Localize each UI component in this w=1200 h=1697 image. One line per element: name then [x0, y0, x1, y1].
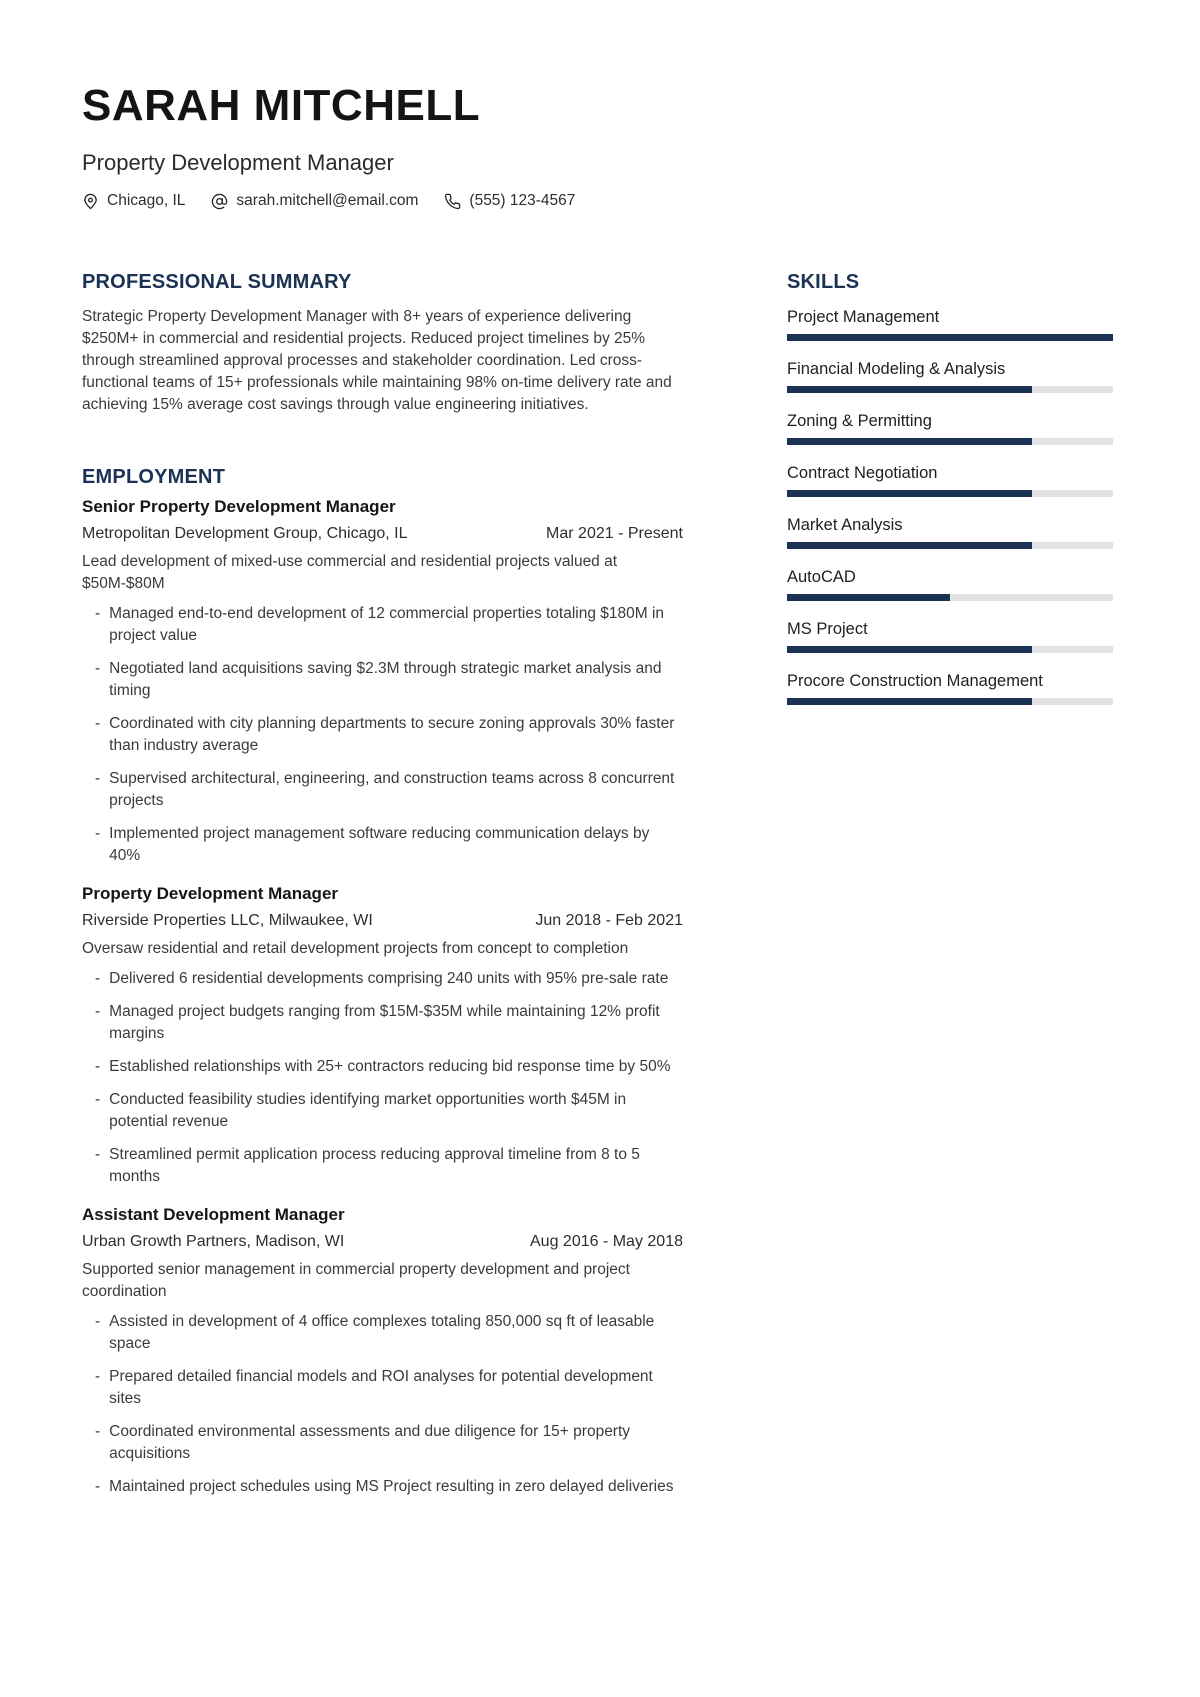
skill-bar-track — [787, 594, 1113, 601]
job-entry — [82, 496, 683, 867]
skill-label: MS Project — [787, 620, 868, 638]
bullet-text: Assisted in development of 4 office complexes totaling 850,000 sq ft of leasable space — [109, 1313, 655, 1352]
bullet-item — [82, 603, 683, 647]
skill-bar-fill — [787, 646, 1032, 653]
contact-text: sarah.mitchell@email.com — [236, 192, 419, 209]
skill-label: Procore Construction Management — [787, 672, 1043, 690]
date-range: Aug 2016 - May 2018 — [530, 1233, 683, 1250]
skill-list — [787, 306, 1113, 705]
content-columns — [82, 270, 1200, 1509]
employment-section — [82, 465, 683, 1498]
contact-text: (555) 123-4567 — [469, 192, 576, 209]
bullet-item — [82, 658, 683, 702]
bullet-text: Established relationships with 25+ contractors reducing bid response time by 50% — [109, 1058, 671, 1075]
phone-icon — [444, 193, 461, 210]
skill-item — [787, 566, 1113, 601]
skill-label: Market Analysis — [787, 516, 903, 534]
bullet-item — [82, 1144, 683, 1188]
summary-heading: PROFESSIONAL SUMMARY — [82, 271, 352, 293]
contact-item — [211, 190, 418, 212]
summary-section — [82, 270, 683, 416]
skill-bar-track — [787, 334, 1113, 341]
date-range: Mar 2021 - Present — [546, 525, 683, 542]
bullet-text: Maintained project schedules using MS Project resulting in zero delayed deliveries — [109, 1478, 674, 1495]
skill-bar-fill — [787, 698, 1032, 705]
contact-item — [82, 190, 185, 212]
bullet-dash: - — [95, 1423, 101, 1440]
skill-label: Contract Negotiation — [787, 464, 938, 482]
bullet-text: Managed project budgets ranging from $15M-$35M while maintaining 12% profit margins — [109, 1003, 660, 1042]
bullet-item — [82, 1366, 683, 1410]
person-name: SARAH MITCHELL — [82, 81, 481, 130]
skill-item — [787, 462, 1113, 497]
bullet-item — [82, 968, 683, 990]
bullet-item — [82, 1001, 683, 1045]
bullet-dash: - — [95, 1091, 101, 1108]
bullet-text: Delivered 6 residential developments comprising 240 units with 95% pre-sale rate — [109, 970, 669, 987]
resume-header — [82, 81, 1200, 212]
bullet-item — [82, 1476, 683, 1498]
job-meta-row — [82, 523, 683, 545]
person-title: Property Development Manager — [82, 150, 394, 175]
bullet-text: Managed end-to-end development of 12 commercial properties totaling $180M in project value — [109, 605, 665, 644]
skill-label: Project Management — [787, 308, 940, 326]
job-description: Lead development of mixed-use commercial and residential projects valued at $50M-$80M — [82, 553, 618, 592]
skill-label: Zoning & Permitting — [787, 412, 932, 430]
bullet-dash: - — [95, 1368, 101, 1385]
job-list — [82, 496, 683, 1498]
bullet-dash: - — [95, 1003, 101, 1020]
bullet-text: Implemented project management software reducing communication delays by 40% — [109, 825, 650, 864]
bullet-dash: - — [95, 1058, 101, 1075]
skill-item — [787, 514, 1113, 549]
contact-text: Chicago, IL — [107, 192, 186, 209]
bullet-list — [82, 1311, 683, 1498]
bullet-dash: - — [95, 825, 101, 842]
skill-bar-track — [787, 386, 1113, 393]
bullet-dash: - — [95, 660, 101, 677]
bullet-item — [82, 768, 683, 812]
bullet-text: Coordinated with city planning departments to secure zoning approvals 30% faster than industry average — [109, 715, 675, 754]
job-entry — [82, 1204, 683, 1498]
main-column — [82, 270, 683, 1509]
job-title: Property Development Manager — [82, 884, 339, 903]
job-meta-row — [82, 1231, 683, 1253]
skill-bar-track — [787, 646, 1113, 653]
skill-item — [787, 306, 1113, 341]
bullet-item — [82, 1056, 683, 1078]
bullet-list — [82, 603, 683, 867]
bullet-item — [82, 1089, 683, 1133]
bullet-item — [82, 1311, 683, 1355]
skill-bar-track — [787, 490, 1113, 497]
skills-heading: SKILLS — [787, 271, 860, 293]
skill-label: Financial Modeling & Analysis — [787, 360, 1006, 378]
location-pin-icon — [82, 193, 99, 210]
skill-bar-track — [787, 698, 1113, 705]
employment-heading: EMPLOYMENT — [82, 466, 226, 488]
bullet-item — [82, 1421, 683, 1465]
bullet-dash: - — [95, 1146, 101, 1163]
skills-section — [787, 270, 1113, 705]
skill-bar-fill — [787, 334, 1113, 341]
skill-item — [787, 410, 1113, 445]
bullet-list — [82, 968, 683, 1188]
bullet-text: Conducted feasibility studies identifying market opportunities worth $45M in potential revenue — [109, 1091, 627, 1130]
bullet-text: Coordinated environmental assessments and due diligence for 15+ property acquisitions — [109, 1423, 631, 1462]
summary-text: Strategic Property Development Manager with 8+ years of experience delivering $250M+ in commercial and residential projects. Reduced project timelines by 25% through streamlined approval processes and stakeholder coordination. Led cross-functional teams of 15+ professionals while maintaining 98% on-time delivery rate and achieving 15% average cost savings through value engineering initiatives. — [82, 308, 672, 413]
skill-bar-fill — [787, 438, 1032, 445]
skill-bar-fill — [787, 386, 1032, 393]
skill-item — [787, 670, 1113, 705]
date-range: Jun 2018 - Feb 2021 — [535, 912, 683, 929]
skill-bar-fill — [787, 490, 1032, 497]
job-description: Oversaw residential and retail development projects from concept to completion — [82, 940, 629, 957]
bullet-item — [82, 823, 683, 867]
side-column — [787, 270, 1113, 1509]
job-description: Supported senior management in commercial property development and project coordination — [82, 1261, 630, 1300]
job-title: Senior Property Development Manager — [82, 497, 396, 516]
bullet-text: Prepared detailed financial models and ROI analyses for potential development sites — [109, 1368, 653, 1407]
bullet-dash: - — [95, 605, 101, 622]
contact-item — [444, 190, 575, 212]
job-entry — [82, 883, 683, 1188]
skill-bar-fill — [787, 594, 950, 601]
skill-bar-track — [787, 542, 1113, 549]
skill-bar-fill — [787, 542, 1032, 549]
bullet-text: Negotiated land acquisitions saving $2.3M through strategic market analysis and timing — [109, 660, 662, 699]
job-title: Assistant Development Manager — [82, 1205, 345, 1224]
at-sign-icon — [211, 193, 228, 210]
skill-item — [787, 618, 1113, 653]
bullet-dash: - — [95, 715, 101, 732]
contact-row — [82, 190, 1200, 212]
skill-item — [787, 358, 1113, 393]
bullet-dash: - — [95, 1313, 101, 1330]
company-name: Riverside Properties LLC, Milwaukee, WI — [82, 912, 373, 929]
job-meta-row — [82, 910, 683, 932]
bullet-dash: - — [95, 1478, 101, 1495]
company-name: Metropolitan Development Group, Chicago, IL — [82, 525, 408, 542]
bullet-text: Streamlined permit application process reducing approval timeline from 8 to 5 months — [109, 1146, 640, 1185]
skill-bar-track — [787, 438, 1113, 445]
bullet-item — [82, 713, 683, 757]
skill-label: AutoCAD — [787, 568, 856, 586]
bullet-text: Supervised architectural, engineering, and construction teams across 8 concurrent projects — [109, 770, 675, 809]
bullet-dash: - — [95, 770, 101, 787]
company-name: Urban Growth Partners, Madison, WI — [82, 1233, 345, 1250]
bullet-dash: - — [95, 970, 101, 987]
